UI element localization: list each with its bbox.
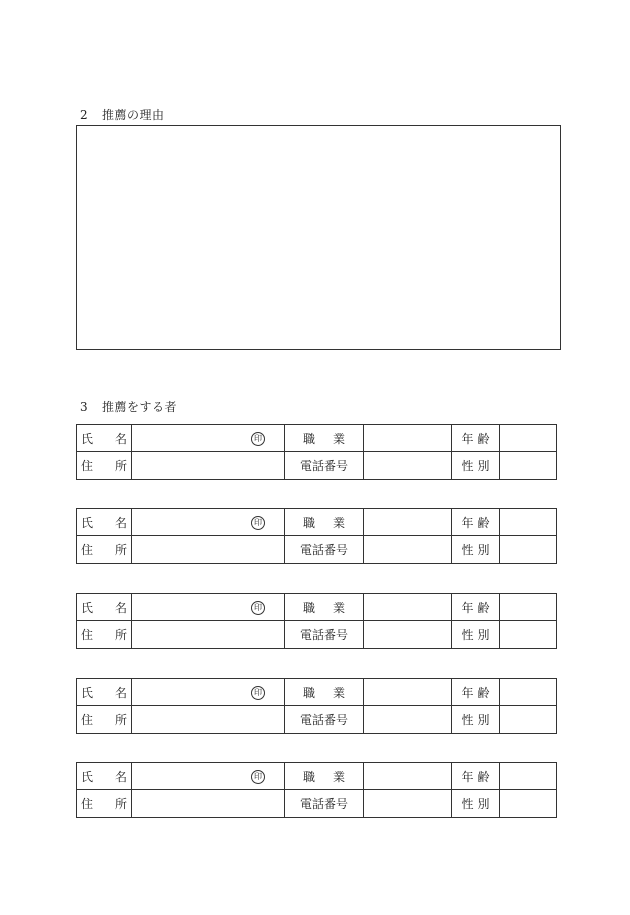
gender-field[interactable]: [500, 790, 557, 818]
occupation-field[interactable]: [364, 763, 452, 790]
age-label: 年 齢: [452, 594, 500, 621]
section-2-heading: [80, 106, 165, 123]
phone-field[interactable]: [364, 621, 452, 649]
recommender-row-2: [77, 452, 557, 480]
phone-label: 電話番号: [285, 536, 364, 564]
name-label: 氏 名: [77, 425, 132, 452]
address-label: 住 所: [77, 706, 132, 734]
recommender-table-2: [76, 508, 557, 564]
occupation-field[interactable]: [364, 594, 452, 621]
seal-mark-icon: 印: [251, 601, 265, 615]
name-label: 氏 名: [77, 763, 132, 790]
phone-field[interactable]: [364, 452, 452, 480]
address-field[interactable]: [132, 452, 285, 480]
gender-label: 性 別: [452, 536, 500, 564]
occupation-field[interactable]: [364, 679, 452, 706]
occupation-field[interactable]: [364, 509, 452, 536]
occupation-field[interactable]: [364, 425, 452, 452]
recommender-table-4: [76, 678, 557, 734]
address-label: 住 所: [77, 621, 132, 649]
recommender-row-1: [77, 763, 557, 790]
seal-mark-icon: 印: [251, 516, 265, 530]
seal-mark-icon: 印: [251, 770, 265, 784]
recommender-row-2: [77, 790, 557, 818]
phone-field[interactable]: [364, 790, 452, 818]
recommender-table-5: [76, 762, 557, 818]
occupation-label: 職 業: [285, 425, 364, 452]
age-label: 年 齢: [452, 509, 500, 536]
address-field[interactable]: [132, 706, 285, 734]
section-3-heading: [80, 398, 177, 415]
gender-label: 性 別: [452, 621, 500, 649]
gender-field[interactable]: [500, 536, 557, 564]
address-label: 住 所: [77, 536, 132, 564]
age-field[interactable]: [500, 594, 557, 621]
address-label: 住 所: [77, 790, 132, 818]
age-label: 年 齢: [452, 679, 500, 706]
name-field[interactable]: [132, 594, 285, 621]
gender-field[interactable]: [500, 706, 557, 734]
section-2-title: 推薦の理由: [102, 108, 165, 122]
occupation-label: 職 業: [285, 679, 364, 706]
seal-mark-icon: 印: [251, 686, 265, 700]
recommender-table-3: [76, 593, 557, 649]
phone-field[interactable]: [364, 536, 452, 564]
gender-field[interactable]: [500, 621, 557, 649]
age-label: 年 齢: [452, 425, 500, 452]
gender-label: 性 別: [452, 452, 500, 480]
phone-label: 電話番号: [285, 452, 364, 480]
age-field[interactable]: [500, 509, 557, 536]
seal-mark-icon: 印: [251, 432, 265, 446]
occupation-label: 職 業: [285, 594, 364, 621]
recommendation-reason-box[interactable]: [76, 125, 561, 350]
recommender-row-2: [77, 536, 557, 564]
recommender-table-1: [76, 424, 557, 480]
address-field[interactable]: [132, 790, 285, 818]
section-3-title: 推薦をする者: [102, 400, 178, 414]
address-label: 住 所: [77, 452, 132, 480]
gender-label: 性 別: [452, 706, 500, 734]
section-3-number: 3: [80, 400, 89, 414]
occupation-label: 職 業: [285, 509, 364, 536]
phone-field[interactable]: [364, 706, 452, 734]
name-label: 氏 名: [77, 679, 132, 706]
name-field[interactable]: [132, 679, 285, 706]
section-2-number: 2: [80, 108, 89, 122]
phone-label: 電話番号: [285, 790, 364, 818]
age-field[interactable]: [500, 679, 557, 706]
name-label: 氏 名: [77, 509, 132, 536]
age-field[interactable]: [500, 425, 557, 452]
address-field[interactable]: [132, 621, 285, 649]
phone-label: 電話番号: [285, 706, 364, 734]
age-field[interactable]: [500, 763, 557, 790]
name-field[interactable]: [132, 509, 285, 536]
name-field[interactable]: [132, 763, 285, 790]
address-field[interactable]: [132, 536, 285, 564]
recommender-row-1: [77, 425, 557, 452]
recommender-row-2: [77, 621, 557, 649]
name-field[interactable]: [132, 425, 285, 452]
gender-label: 性 別: [452, 790, 500, 818]
age-label: 年 齢: [452, 763, 500, 790]
occupation-label: 職 業: [285, 763, 364, 790]
phone-label: 電話番号: [285, 621, 364, 649]
recommender-row-1: [77, 509, 557, 536]
recommender-row-1: [77, 679, 557, 706]
gender-field[interactable]: [500, 452, 557, 480]
name-label: 氏 名: [77, 594, 132, 621]
recommender-row-2: [77, 706, 557, 734]
recommender-row-1: [77, 594, 557, 621]
